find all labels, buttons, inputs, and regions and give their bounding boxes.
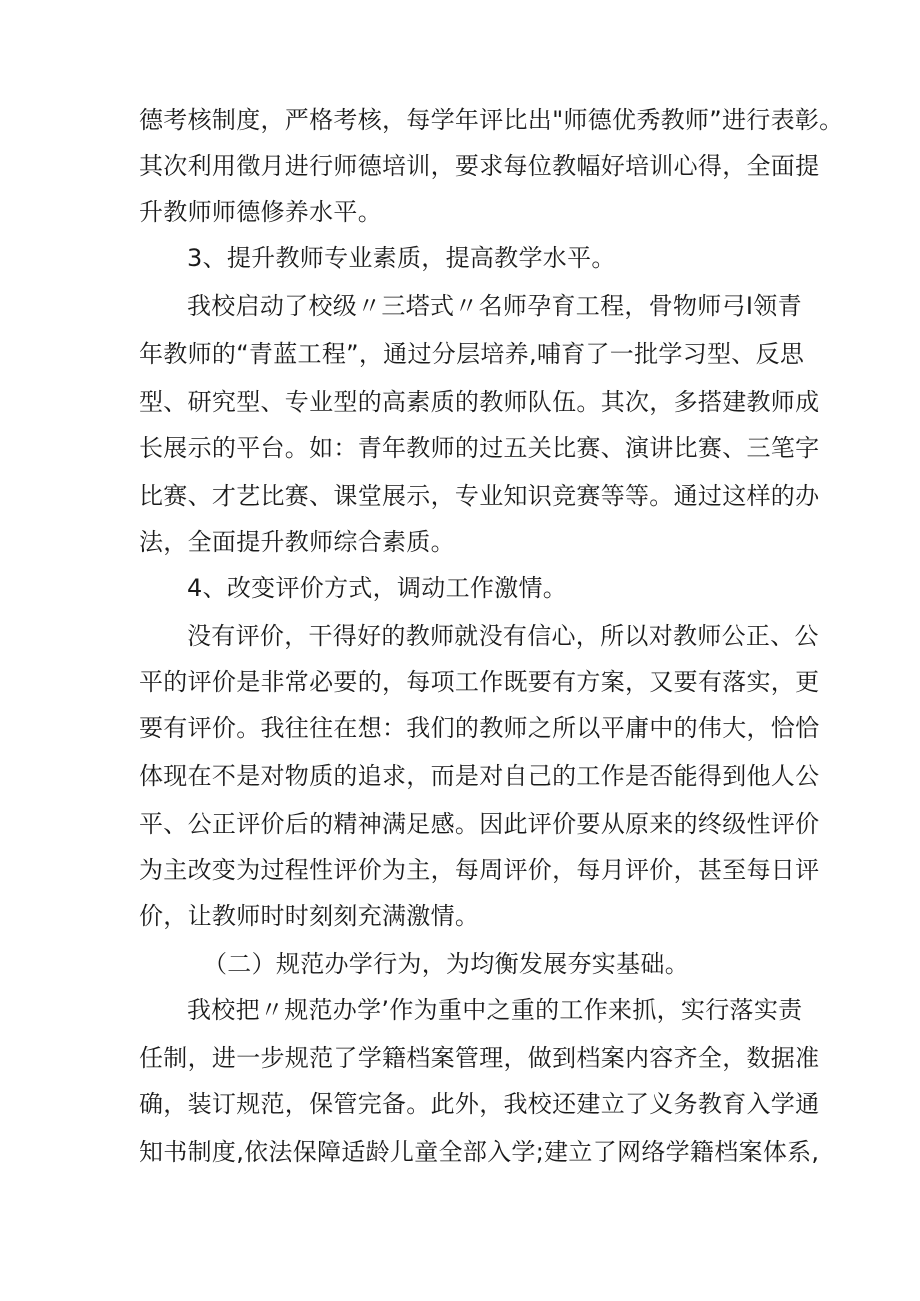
section-heading: （二）规范办学行为，为均衡发展夯实基础。 bbox=[203, 950, 689, 978]
paragraph-line: 比赛、才艺比赛、课堂展示，专业知识竞赛等等。通过这样的办 bbox=[139, 482, 820, 510]
paragraph-line: 价，让教师时时刻刻充满激情。 bbox=[139, 902, 480, 930]
paragraph-line: 没有评价，干得好的教师就没有信心，所以对教师公正、公 bbox=[187, 622, 819, 650]
paragraph-line: 要有评价。我往往在想：我们的教师之所以平庸中的伟大，恰恰 bbox=[139, 714, 820, 742]
section-heading: 3、提升教师专业素质，提高教学水平。 bbox=[187, 244, 616, 272]
paragraph-line: 我校启动了校级〃三塔式〃名师孕育工程，骨物师弓I领青 bbox=[187, 292, 802, 320]
paragraph-line: 升教师师德修养水平。 bbox=[139, 198, 382, 226]
paragraph-line: 确，装订规范，保管完备。此外，我校还建立了义务教育入学通 bbox=[139, 1090, 820, 1118]
paragraph-line: 年教师的“青蓝工程”，通过分层培养,哺育了一批学习型、反思 bbox=[139, 340, 805, 368]
paragraph-line: 任制，进一步规范了学籍档案管理，做到档案内容齐全，数据准 bbox=[139, 1044, 820, 1072]
section-heading: 4、改变评价方式，调动工作激情。 bbox=[187, 574, 568, 602]
paragraph-line: 其次利用徵月进行师德培训，要求每位教幅好培训心得，全面提 bbox=[139, 152, 820, 180]
paragraph-line: 平的评价是非常必要的，每项工作既要有方案，又要有落实，更 bbox=[139, 668, 820, 696]
paragraph-line: 知书制度,依法保障适龄儿童全部入学;建立了网络学籍档案体系, bbox=[139, 1138, 820, 1166]
paragraph-line: 体现在不是对物质的追求，而是对自己的工作是否能得到他人公 bbox=[139, 762, 820, 790]
paragraph-line: 平、公正评价后的精神满足感。因此评价要从原来的终级性评价 bbox=[139, 810, 820, 838]
paragraph-line: 法，全面提升教师综合素质。 bbox=[139, 528, 455, 556]
paragraph-line: 为主改变为过程性评价为主，每周评价，每月评价，甚至每日评 bbox=[139, 856, 820, 884]
paragraph-line: 德考核制度，严格考核，每学年评比出"师德优秀教师”进行表彰。 bbox=[139, 106, 844, 134]
paragraph-line: 长展示的平台。如：青年教师的过五关比赛、演讲比赛、三笔字 bbox=[139, 434, 820, 462]
paragraph-line: 型、研究型、专业型的高素质的教师队伍。其次，多搭建教师成 bbox=[139, 388, 820, 416]
paragraph-line: 我校把〃规范办学’作为重中之重的工作来抓，实行落实责 bbox=[187, 996, 803, 1024]
